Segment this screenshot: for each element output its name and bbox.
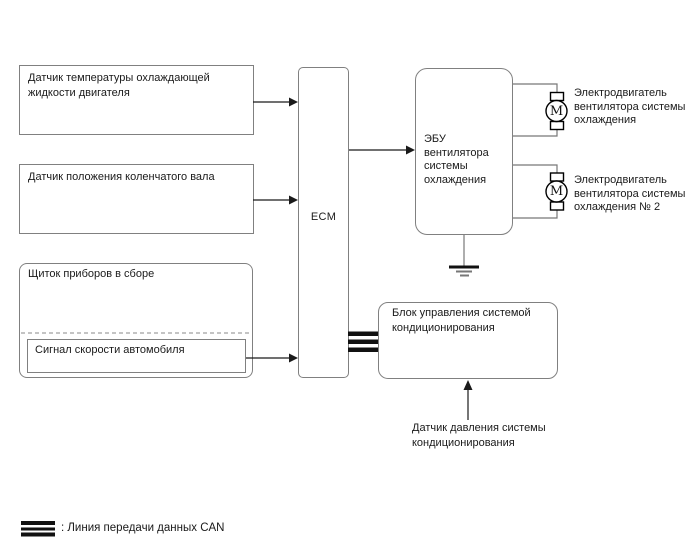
arrow-pressure-sensor-to-ac-unit [464,380,473,420]
arrow-coolant-to-ecm [253,98,298,107]
motor1-symbol-letter: M [549,103,564,119]
motor1-label: Электродвигатель вентилятора системы охлаждения [574,87,686,126]
ecm-label: ECM [310,211,337,223]
can-bus-lines [348,332,378,353]
arrow-crankshaft-to-ecm [253,196,298,205]
motor2-symbol-letter: M [549,184,564,199]
ground-icon [449,235,479,277]
instrument-cluster-label: Щиток приборов в сборе [28,268,155,280]
arrow-speed-signal-to-ecm [246,354,298,363]
legend-can-label: : Линия передачи данных CAN [61,522,225,534]
motor2-label: Электродвигатель вентилятора системы охлаждения № 2 [574,174,686,213]
ac-pressure-sensor-label: Датчик давления системы кондиционирования [412,422,546,449]
vehicle-speed-signal-label: Сигнал скорости автомобиля [35,344,185,356]
coolant-temp-sensor-label: Датчик температуры охлаждающей жидкости двигателя [28,72,210,99]
ac-control-unit-label: Блок управления системой кондиционирования [392,307,531,334]
arrow-ecm-to-fan-ecu [349,146,415,155]
legend-can-symbol [21,521,55,537]
cooling-fan-ecu-label: ЭБУ вентилятора системы охлаждения [424,133,489,186]
crankshaft-position-sensor-label: Датчик положения коленчатого вала [28,171,215,183]
